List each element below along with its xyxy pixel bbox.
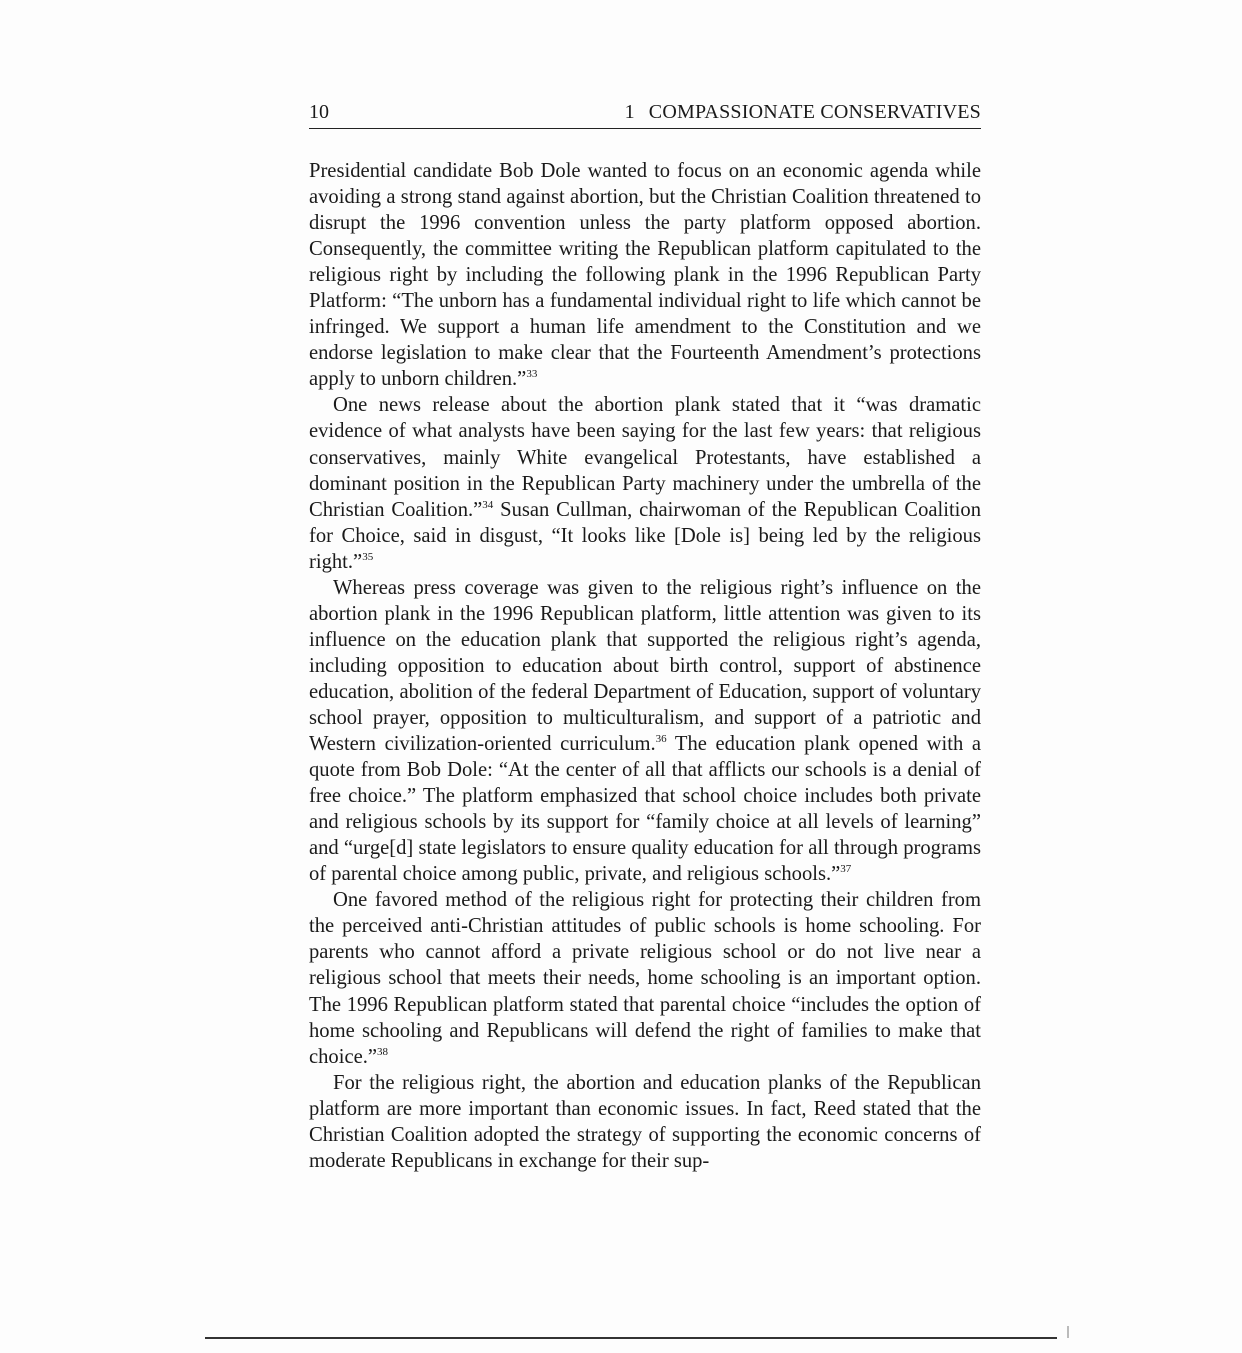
paragraph [309, 1070, 981, 1174]
body-text [309, 158, 981, 1174]
paragraph-text: Susan Cullman, chairwoman of the Republican Coalition for Choice, said in disgust, “It looks like [Dole is] being led by the religious right.” [309, 498, 981, 573]
running-head [309, 98, 981, 129]
bottom-rule [205, 1337, 1057, 1339]
paragraph-text: One favored method of the religious right for protecting their children from the perceived anti-Christian attitudes of public schools is home schooling. For parents who cannot afford a private religious school or do not live near a religious school that meets their needs, home schooling is an important option. The 1996 Republican platform stated that parental choice “includes the option of home schooling and Republicans will defend the right of families to make that choice.” [309, 889, 981, 1068]
paragraph [309, 575, 981, 888]
footnote-reference: 33 [526, 368, 538, 381]
chapter-title: COMPASSIONATE CONSERVATIVES [648, 101, 981, 123]
footnote-reference: 36 [655, 732, 667, 745]
paragraph-text: Presidential candidate Bob Dole wanted to focus on an economic agenda while avoiding a strong stand against abortion, but the Christian Coalition threatened to disrupt the 1996 convention unless the party platform opposed abortion. Consequently, the committee writing the Republican platform capitulated to the religious right by including the following plank in the 1996 Republican Party Platform: “The unborn has a fundamental individual right to life which cannot be infringed. We support a human life amendment to the Constitution and we endorse legislation to make clear that the Fourteenth Amendment’s protections apply to unborn children.” [309, 160, 981, 391]
paragraph-text: The education plank opened with a quote from Bob Dole: “At the center of all that afflicts our schools is a denial of free choice.” The platform emphasized that school choice includes both private and religious schools by its support for “family choice at all levels of learning” and “urge[d] state legislators to ensure quality education for all through programs of parental choice among public, private, and religious schools.” [309, 733, 981, 886]
paragraph [309, 887, 981, 1069]
footnote-reference: 38 [377, 1045, 389, 1058]
chapter-number: 1 [624, 101, 635, 123]
page-number: 10 [309, 101, 329, 123]
paragraph-text: One news release about the abortion plank stated that it “was dramatic evidence of what analysts have been saying for the last few years: that religious conservatives, mainly White evangelical Protestants, have established a dominant position in the Republican Party machinery under the umbrella of the Christian Coalition.” [309, 394, 981, 521]
paragraph [309, 392, 981, 574]
paragraph [309, 158, 981, 392]
footnote-reference: 37 [840, 863, 852, 876]
footnote-reference: 34 [482, 498, 494, 511]
paragraph-text: For the religious right, the abortion and education planks of the Republican platform are more important than economic issues. In fact, Reed stated that the Christian Coalition adopted the strategy of supporting the economic concerns of moderate Republicans in exchange for their sup- [309, 1071, 981, 1172]
paragraph-text: Whereas press coverage was given to the religious right’s influence on the abortion plank in the 1996 Republican platform, little attention was given to its influence on the education plank that supported the religious right’s agenda, including opposition to education about birth control, support of abstinence education, abolition of the federal Department of Education, support of voluntary school prayer, opposition to multiculturalism, and support of a patriotic and Western civilization-oriented curriculum. [309, 576, 981, 756]
scan-edge-mark [1067, 1326, 1069, 1338]
footnote-reference: 35 [362, 550, 374, 563]
chapter-heading [625, 98, 981, 126]
